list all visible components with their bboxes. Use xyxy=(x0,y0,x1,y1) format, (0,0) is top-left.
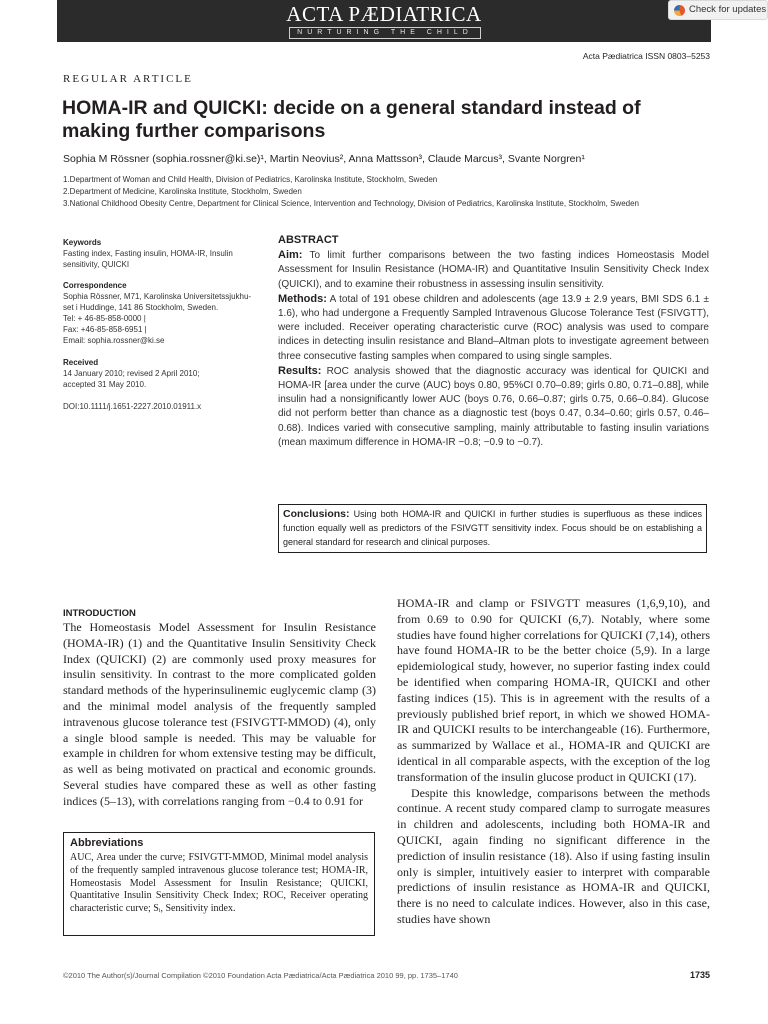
affiliations xyxy=(63,174,743,210)
abstract-heading: ABSTRACT xyxy=(278,234,339,246)
author-line: Sophia M Rössner (sophia.rossner@ki.se)¹, Martin Neovius², Anna Mattsson³, Claude Marcus³, Svante Norgren¹ xyxy=(63,153,585,165)
affiliation: 3.National Childhood Obesity Centre, Department for Clinical Science, Intervention and Technology, Division of Pediatrics, Karolinska Institute, Stockholm, Sweden xyxy=(63,199,639,208)
correspondence-line: Fax: +46-85-858-6951 | xyxy=(63,325,147,334)
abstract xyxy=(278,233,709,450)
received-heading: Received xyxy=(63,358,99,367)
page-number: 1735 xyxy=(689,970,710,980)
check-for-updates-button[interactable] xyxy=(668,0,768,20)
journal-masthead xyxy=(57,0,711,42)
keywords-block xyxy=(63,237,263,270)
received-block xyxy=(63,357,263,390)
abstract-results xyxy=(278,364,709,450)
results-label: Results: xyxy=(278,364,322,377)
body-paragraph: HOMA-IR and clamp or FSIVGTT measures (1,6,9,10), and from 0.69 to 0.90 for QUICKI (6,7). Notably, where some studies have found higher correlations for QUICKI (7,14), others have found HOMA-IR to be the better choice (5,9). In a large epidemiological study, however, no superior fasting index could be identified when comparing HOMA-IR, QUICKI and other fasting indices (15). This is in agreement with the results of a previously published brief report, in which we showed HOMA-IR and QUICKI results to be interchangeable (16). Furthermore, as summarized by Wallace et al., HOMA-IR and QUICKI are identical in all comparable aspects, with the exception of the log transformation of the insulin glucose product in QUICKI (17). xyxy=(397,596,710,784)
methods-text: A total of 191 obese children and adolescents (age 13.9 ± 2.9 years, BMI SDS 6.1 ± 1.6), who had undergone a Frequently Sampled Intravenous Glucose Tolerance Test (FSIVGTT), were included. Receiver operating characteristic curve (ROC) analysis was used to compare indices in detecting insulin resistance and Bland–Altman plots to investigate agreement between three consecutive fasting samples when compared to using single samples. xyxy=(278,293,709,362)
correspondence-line: set i Huddinge, 141 86 Stockholm, Sweden. xyxy=(63,303,219,312)
journal-title: ACTA PÆDIATRICA xyxy=(286,2,482,26)
abbreviations-heading: Abbreviations xyxy=(70,837,144,849)
doi-link[interactable]: DOI:10.1111/j.1651-2227.2010.01911.x xyxy=(63,402,202,411)
body-paragraph: The Homeostasis Model Assessment for Insulin Resistance (HOMA-IR) (1) and the Quantitative Insulin Sensitivity Check Index (QUICKI) (2) are commonly used proxy measures for insulin sensitivity. In contrast to the more complicated golden standard methods of the hyperinsulinemic euglycemic clamp (3) and the minimal model analysis of the frequently sampled intravenous glucose tolerance test (FSIVGTT-MMOD) (4), only a single blood sample is needed. This may be valuable for example in children for whom extensive testing may be difficult, as well as being motivated on practical and economic grounds. Several studies have compared these as well as other fasting indices (5–13), with correlations ranging from −0.4 to 0.91 for xyxy=(63,620,376,808)
body-column-right xyxy=(397,596,710,928)
article-title: HOMA-IR and QUICKI: decide on a general standard instead of making further comparisons xyxy=(62,97,641,142)
section-label: REGULAR ARTICLE xyxy=(63,73,193,85)
body-column-left xyxy=(63,608,376,810)
introduction-heading: INTRODUCTION xyxy=(63,608,136,619)
received-line: 14 January 2010; revised 2 April 2010; xyxy=(63,369,200,378)
abstract-methods xyxy=(278,292,709,364)
conclusions-box xyxy=(278,504,707,553)
abbreviations-box xyxy=(63,832,375,936)
check-for-updates-label: Check for updates xyxy=(689,4,767,15)
journal-tagline: NURTURING THE CHILD xyxy=(289,27,481,39)
conclusions-text: Using both HOMA-IR and QUICKI in further studies is superfluous as these indices function equally well as predictors of the FSIVGTT sensitivity index. Focus should be on establishing a general standard for research and clinical purposes. xyxy=(283,509,702,547)
abstract-aim xyxy=(278,248,709,292)
received-line: accepted 31 May 2010. xyxy=(63,380,147,389)
keywords-text: Fasting index, Fasting insulin, HOMA-IR, Insulin sensitivity, QUICKI xyxy=(63,249,233,269)
correspondence-heading: Correspondence xyxy=(63,281,127,290)
affiliation: 1.Department of Woman and Child Health, Division of Pediatrics, Karolinska Institute, Stockholm, Sweden xyxy=(63,175,438,184)
aim-text: To limit further comparisons between the two fasting indices Homeostasis Model Assessment for Insulin Resistance (HOMA-IR) and Quantitative Insulin Sensitivity Check Index (QUICKI), and to examine their robustness in assessing insulin sensitivity. xyxy=(278,250,709,290)
issn: Acta Pædiatrica ISSN 0803–5253 xyxy=(582,51,710,61)
correspondence-email[interactable]: Email: sophia.rossner@ki.se xyxy=(63,336,165,345)
footer-copyright: ©2010 The Author(s)/Journal Compilation ©2010 Foundation Acta Pædiatrica/Acta Pædiatrica 2010 99, pp. 1735–1740 xyxy=(63,971,458,980)
correspondence-line: Sophia Rössner, M71, Karolinska Universitetssjukhu- xyxy=(63,292,252,301)
conclusions-label: Conclusions: xyxy=(283,508,350,520)
crossmark-icon xyxy=(674,5,685,16)
correspondence-block xyxy=(63,280,263,346)
correspondence-line: Tel: + 46-85-858-0000 | xyxy=(63,314,146,323)
results-text: ROC analysis showed that the diagnostic accuracy was identical for QUICKI and HOMA-IR [area under the curve (AUC) boys 0.80, 95%CI 0.70–0.89; girls 0.80, 0.71–0.88], while insulin had a nonsignificantly lower AUC (boys 0.76, 0.66–0.87; girls 0.75, 0.66–0.84). Glucose did not perform better than chance as a diagnostic test (boys 0.47, 0.34–0.60; girls 0.57, 0.46–0.68). Indices varied with consecutive sampling, mainly attributable to fasting insulin variations (mean maximum difference in HOMA-IR −0.8; −0.9 to −0.7). xyxy=(278,365,709,448)
body-paragraph: Despite this knowledge, comparisons between the methods continue. A recent study compared clamp to surrogate measures in children and adolescents, including both HOMA-IR and QUICKI, again finding no significant difference in the prediction of insulin resistance (18). Also if using fasting insulin only is simpler, intuitively easier to interpret with comparable predictions of insulin resistance as HOMA-IR and QUICKI, there is no need to calculate indices. However, also in this case, studies have shown xyxy=(397,785,710,926)
abbreviations-text: AUC, Area under the curve; FSIVGTT-MMOD, Minimal model analysis of the frequently sampled intravenous glucose tolerance test; HOMA-IR, Homeostasis Model Assessment for Insulin Resistance; QUICKI, Quantitative Insulin Sensitivity Check Index; ROC, Receiver operating characteristic curve; Sᵢ, Sensitivity index. xyxy=(70,852,368,915)
methods-label: Methods: xyxy=(278,292,327,305)
aim-label: Aim: xyxy=(278,249,303,262)
affiliation: 2.Department of Medicine, Karolinska Institute, Stockholm, Sweden xyxy=(63,187,302,196)
keywords-heading: Keywords xyxy=(63,238,102,247)
